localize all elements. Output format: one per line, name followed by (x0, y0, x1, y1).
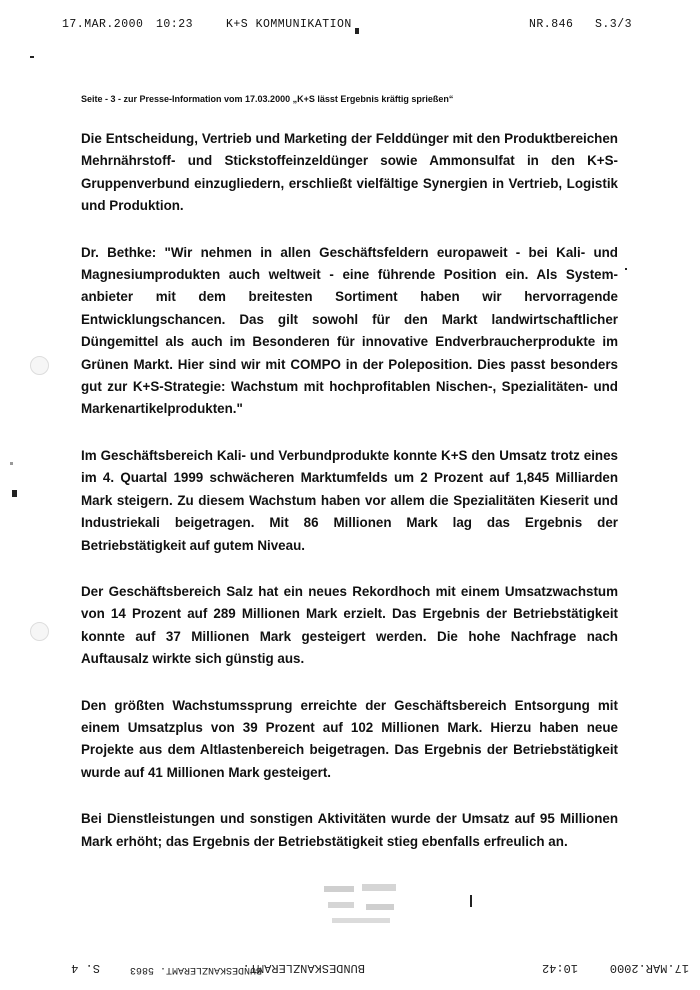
page-reference: Seite - 3 - zur Presse-Information vom 17.03.2000 „K+S lässt Ergebnis kräftig sprießen“ (81, 94, 454, 104)
paragraph: Dr. Bethke: "Wir nehmen in allen Geschäftsfeldern europaweit - bei Kali- und Magnesiumprodukten auch weltweit - eine führende Position ein. Als System-anbieter mit dem breitesten Sortiment haben wir hervorragende Entwicklungschancen. Das gilt sowohl für den Markt landwirtschaftlicher Düngemittel als auch im Besonderen für innovative Endverbraucherprodukte im Grünen Markt. Hier sind wir mit COMPO in der Poleposition. Dies passt besonders gut zur K+S-Strategie: Wachstum mit hochprofitablen Nischen-, Spezialitäten- und Markenartikelprodukten." (81, 244, 618, 417)
paragraph: Im Geschäftsbereich Kali- und Verbundprodukte konnte K+S den Umsatz trotz eines im 4. Quartal 1999 schwächeren Marktumfelds um 2 Prozent auf 1,845 Milliarden Mark steigern. Zu diesem Wachstum haben vor allem die Spezialitäten Kieserit und Industriekali beigetragen. Mit 86 Millionen Mark lag das Ergebnis der Betriebstätigkeit auf gutem Niveau. (81, 447, 618, 553)
paragraph: Die Entscheidung, Vertrieb und Marketing der Felddünger mit den Produktbereichen Mehrnährstoff- und Stickstoffeinzeldünger sowie Ammonsulfat in den K+S-Gruppenverbund einzugliedern, erschließt vielfältige Synergien in Vertrieb, Logistik und Produktion. (81, 131, 618, 214)
fax-footer-code: BUNDESKANZLERAMT. 5863 (129, 964, 262, 975)
paragraph: Der Geschäftsbereich Salz hat ein neues Rekordhoch mit einem Umsatzwachstum von 14 Prozent auf 289 Millionen Mark erzielt. Das Ergebnis der Betriebstätigkeit konnte auf 37 Millionen Mark gesteigert werden. Die hohe Nachfrage nach Auftausalz wirkte sich günstig aus. (81, 583, 618, 667)
punch-hole (30, 356, 49, 375)
scan-speck (10, 462, 13, 465)
fax-footer-time: 10:42 (541, 961, 578, 975)
punch-hole (30, 622, 49, 641)
fax-header-date: 17.MAR.2000 (62, 18, 144, 31)
fax-footer-inverted (0, 955, 700, 979)
fax-header-page: S.3/3 (595, 18, 633, 31)
fax-footer-sender: BUNDESKANZLERAMT. (242, 961, 365, 975)
fax-footer-page: S. 4 (71, 961, 100, 975)
document-body (81, 128, 618, 853)
faded-stamp (322, 880, 400, 930)
scan-speck (12, 490, 17, 497)
scan-speck (470, 895, 472, 907)
fax-header-sender: K+S KOMMUNIKATION (226, 18, 352, 31)
scan-speck (625, 268, 627, 270)
fax-footer-date: 17.MAR.2000 (609, 961, 689, 975)
scan-speck (30, 56, 34, 58)
paragraph: Bei Dienstleistungen und sonstigen Aktivitäten wurde der Umsatz auf 95 Millionen Mark erhöht; das Ergebnis der Betriebstätigkeit stieg ebenfalls erfreulich an. (81, 811, 618, 849)
scan-speck (355, 28, 359, 34)
fax-header (0, 8, 700, 32)
fax-header-time: 10:23 (156, 18, 194, 31)
fax-header-number: NR.846 (529, 18, 574, 31)
paragraph: Den größten Wachstumssprung erreichte der Geschäftsbereich Entsorgung mit einem Umsatzplus von 39 Prozent auf 102 Millionen Mark. Hierzu haben neue Projekte aus dem Altlastenbereich beigetragen. Das Ergebnis der Betriebstätigkeit wurde auf 41 Millionen Mark gesteigert. (81, 697, 618, 780)
